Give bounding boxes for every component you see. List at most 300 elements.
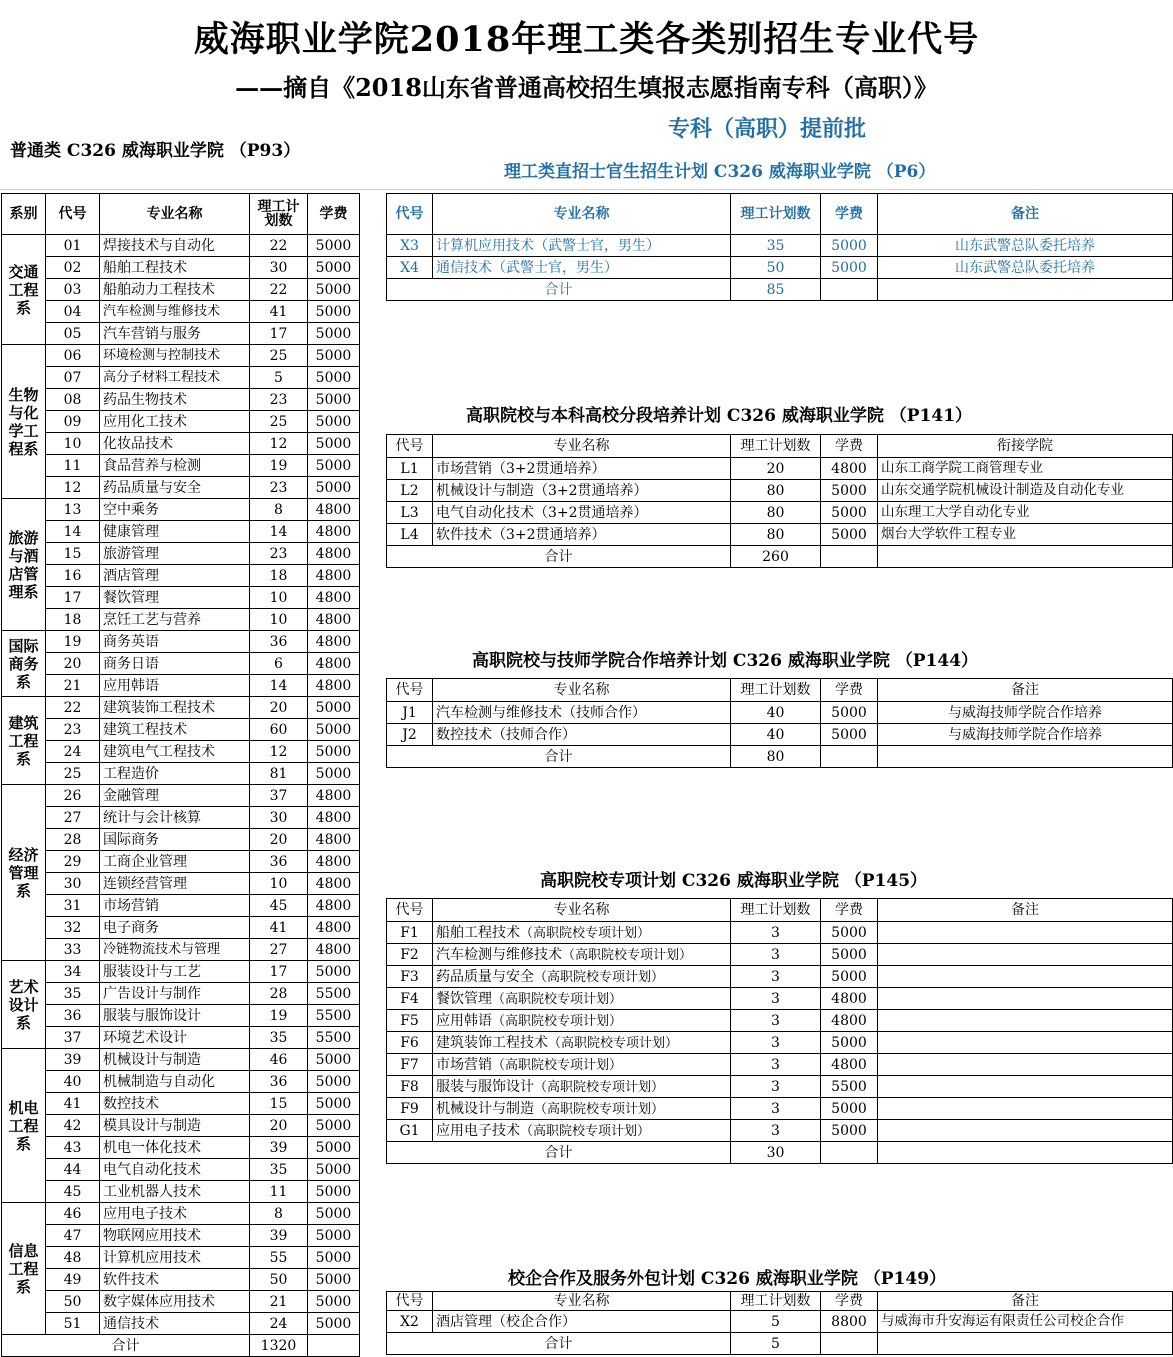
table-row	[2, 1313, 360, 1335]
table-row	[2, 323, 360, 345]
plan-cell: 24	[250, 1313, 308, 1335]
code-cell: 30	[46, 873, 100, 895]
total-row	[387, 279, 1173, 301]
technician-section-title: 高职院校与技师学院合作培养计划 C326 威海职业学院 （P144）	[472, 651, 979, 671]
total-fee-empty	[308, 1335, 360, 1357]
major-name-cell: 应用韩语	[100, 675, 250, 697]
major-name-cell: 应用化工技术	[100, 411, 250, 433]
column-header: 代号	[46, 194, 100, 235]
total-fee-empty	[821, 746, 878, 768]
note-cell	[878, 1054, 1173, 1076]
table-row	[2, 697, 360, 719]
code-cell: 17	[46, 587, 100, 609]
fee-cell: 5000	[821, 235, 878, 257]
fee-cell: 5500	[308, 983, 360, 1005]
code-cell: 12	[46, 477, 100, 499]
fee-cell: 5000	[308, 697, 360, 719]
total-note-empty	[878, 279, 1173, 301]
plan-cell: 8	[250, 499, 308, 521]
total-plan: 30	[731, 1142, 821, 1164]
code-cell: 19	[46, 631, 100, 653]
table-row	[387, 988, 1173, 1010]
table-row	[2, 983, 360, 1005]
fee-cell: 4800	[308, 829, 360, 851]
plan-cell: 50	[731, 257, 821, 279]
code-cell: F3	[387, 966, 433, 988]
column-header: 学费	[821, 194, 878, 235]
plan-cell: 27	[250, 939, 308, 961]
code-cell: 05	[46, 323, 100, 345]
major-name: 市场营销	[436, 1056, 492, 1073]
table-row	[387, 257, 1173, 279]
column-header: 备注	[878, 899, 1173, 922]
plan-cell: 15	[250, 1093, 308, 1115]
major-name-cell: 建筑电气工程技术	[100, 741, 250, 763]
bachelor-plan-table	[386, 434, 1173, 568]
fee-cell: 4800	[308, 499, 360, 521]
total-plan: 85	[731, 279, 821, 301]
special-plan-table	[386, 898, 1173, 1164]
military-plan-table	[386, 193, 1173, 301]
code-cell: L2	[387, 480, 433, 502]
table-row	[2, 1225, 360, 1247]
fee-cell: 4800	[308, 785, 360, 807]
fee-cell: 5000	[821, 480, 878, 502]
fee-cell: 5000	[308, 279, 360, 301]
plan-cell: 37	[250, 785, 308, 807]
table-row	[2, 763, 360, 785]
fee-cell: 4800	[821, 1054, 878, 1076]
fee-cell: 5000	[308, 1093, 360, 1115]
fee-cell: 5000	[308, 323, 360, 345]
code-cell: 06	[46, 345, 100, 367]
major-name-cell: 汽车检测与维修技术	[100, 301, 250, 323]
major-name-cell	[433, 988, 731, 1010]
fee-cell: 5500	[308, 1005, 360, 1027]
batch-heading: 专科（高职）提前批	[668, 116, 867, 142]
table-row	[387, 480, 1173, 502]
major-name-cell: 市场营销	[100, 895, 250, 917]
department-cell: 机电工程系	[2, 1049, 46, 1203]
column-header: 代号	[387, 435, 433, 458]
major-name-cell: 商务英语	[100, 631, 250, 653]
table-row	[2, 939, 360, 961]
fee-cell: 4800	[308, 895, 360, 917]
code-cell: J2	[387, 724, 433, 746]
plan-cell: 55	[250, 1247, 308, 1269]
fee-cell: 5500	[821, 1076, 878, 1098]
major-name-cell: 服装与服饰设计	[100, 1005, 250, 1027]
bachelor-section-title: 高职院校与本科高校分段培养计划 C326 威海职业学院 （P141）	[466, 406, 973, 426]
plan-cell: 3	[731, 1120, 821, 1142]
technician-plan-table	[386, 678, 1173, 768]
code-cell: G1	[387, 1120, 433, 1142]
major-name-cell: 机械设计与制造	[100, 1049, 250, 1071]
note-cell: 山东武警总队委托培养	[878, 235, 1173, 257]
plan-cell: 80	[731, 524, 821, 546]
fee-cell: 5000	[308, 741, 360, 763]
major-name-cell	[433, 502, 731, 524]
note-cell: 山东工商学院工商管理专业	[878, 458, 1173, 480]
table-row	[2, 433, 360, 455]
fee-cell: 5000	[308, 367, 360, 389]
table-row	[2, 1005, 360, 1027]
code-cell: 10	[46, 433, 100, 455]
department-cell: 旅游与酒店管理系	[2, 499, 46, 631]
table-row	[2, 477, 360, 499]
major-name: 机械设计与制造（3+2贯通培养）	[436, 482, 648, 499]
total-fee-empty	[821, 279, 878, 301]
fee-cell: 4800	[821, 1010, 878, 1032]
code-cell: 04	[46, 301, 100, 323]
total-plan: 5	[731, 1333, 821, 1355]
major-name-cell: 机电一体化技术	[100, 1137, 250, 1159]
plan-cell: 14	[250, 675, 308, 697]
table-row	[2, 1247, 360, 1269]
code-cell: F5	[387, 1010, 433, 1032]
major-name-cell: 旅游管理	[100, 543, 250, 565]
column-header: 理工计划数	[731, 194, 821, 235]
major-name-cell	[433, 1311, 731, 1333]
plan-cell: 23	[250, 477, 308, 499]
table-row	[2, 961, 360, 983]
fee-cell: 4800	[308, 631, 360, 653]
fee-cell: 5000	[821, 1032, 878, 1054]
code-cell: F1	[387, 922, 433, 944]
plan-cell: 17	[250, 323, 308, 345]
department-cell: 国际商务系	[2, 631, 46, 697]
plan-cell: 25	[250, 345, 308, 367]
table-header-row	[387, 679, 1173, 702]
major-name-cell: 软件技术	[100, 1269, 250, 1291]
total-plan: 1320	[250, 1335, 308, 1357]
page-title: 威海职业学院2018年理工类各类别招生专业代号	[193, 19, 980, 60]
fee-cell: 5000	[308, 411, 360, 433]
department-cell: 经济管理系	[2, 785, 46, 961]
table-row	[2, 1093, 360, 1115]
major-name-cell: 计算机应用技术	[100, 1247, 250, 1269]
table-row	[387, 524, 1173, 546]
note-cell: 山东理工大学自动化专业	[878, 502, 1173, 524]
column-header: 专业名称	[433, 1292, 731, 1311]
plan-cell: 10	[250, 609, 308, 631]
plan-cell: 23	[250, 543, 308, 565]
code-cell: F2	[387, 944, 433, 966]
fee-cell: 5000	[821, 724, 878, 746]
code-cell: 34	[46, 961, 100, 983]
page-subtitle: ——摘自《2018山东省普通高校招生填报志愿指南专科（高职）》	[235, 73, 938, 102]
code-cell: L3	[387, 502, 433, 524]
fee-cell: 4800	[821, 988, 878, 1010]
table-row	[2, 785, 360, 807]
table-row	[2, 609, 360, 631]
table-row	[2, 301, 360, 323]
sheet-gridline	[0, 189, 1173, 190]
plan-cell: 20	[731, 458, 821, 480]
plan-cell: 3	[731, 966, 821, 988]
code-cell: 01	[46, 235, 100, 257]
code-cell: X2	[387, 1311, 433, 1333]
table-row	[387, 1076, 1173, 1098]
major-name: 船舶工程技术	[436, 924, 520, 941]
fee-cell: 5000	[308, 1291, 360, 1313]
fee-cell: 5000	[308, 1269, 360, 1291]
plan-cell: 23	[250, 389, 308, 411]
table-row	[2, 719, 360, 741]
table-header-row	[387, 194, 1173, 235]
fee-cell: 4800	[308, 609, 360, 631]
column-header: 理工计划数	[731, 899, 821, 922]
major-name-cell: 应用电子技术	[100, 1203, 250, 1225]
note-cell	[878, 966, 1173, 988]
major-name: 汽车检测与维修技术	[436, 946, 562, 963]
major-name-cell: 酒店管理	[100, 565, 250, 587]
total-label: 合计	[387, 1142, 731, 1164]
major-name-cell: 服装设计与工艺	[100, 961, 250, 983]
code-cell: 51	[46, 1313, 100, 1335]
code-cell: 33	[46, 939, 100, 961]
plan-cell: 20	[250, 697, 308, 719]
plan-cell: 19	[250, 1005, 308, 1027]
table-row	[2, 1203, 360, 1225]
table-row	[387, 1311, 1173, 1333]
major-name-cell: 高分子材料工程技术	[100, 367, 250, 389]
total-label: 合计	[387, 746, 731, 768]
major-name: 机械设计与制造	[436, 1100, 534, 1117]
fee-cell: 5000	[308, 1247, 360, 1269]
note-cell	[878, 1010, 1173, 1032]
table-header-row	[387, 899, 1173, 922]
table-row	[2, 1115, 360, 1137]
table-row	[2, 653, 360, 675]
total-plan: 260	[731, 546, 821, 568]
code-cell: J1	[387, 702, 433, 724]
major-name-cell	[433, 1076, 731, 1098]
major-name: 餐饮管理	[436, 990, 492, 1007]
table-row	[2, 345, 360, 367]
major-name-cell	[433, 1054, 731, 1076]
table-header-row	[387, 1292, 1173, 1311]
plan-cell: 46	[250, 1049, 308, 1071]
table-row	[2, 235, 360, 257]
column-header: 学费	[821, 435, 878, 458]
major-name-cell: 环境检测与控制技术	[100, 345, 250, 367]
column-header: 系别	[2, 194, 46, 235]
total-label: 合计	[387, 279, 731, 301]
table-row	[2, 895, 360, 917]
total-label: 合计	[387, 1333, 731, 1355]
major-name-cell: 船舶工程技术	[100, 257, 250, 279]
column-header: 代号	[387, 1292, 433, 1311]
major-name: 数控技术（技师合作）	[436, 726, 576, 743]
table-row	[2, 1137, 360, 1159]
major-name: 酒店管理（校企合作）	[436, 1313, 576, 1330]
code-cell: 07	[46, 367, 100, 389]
department-cell: 信息工程系	[2, 1203, 46, 1335]
plan-cell: 10	[250, 873, 308, 895]
code-cell: 46	[46, 1203, 100, 1225]
fee-cell: 5000	[308, 1225, 360, 1247]
major-name-suffix: （高职院校专项计划）	[534, 1079, 665, 1095]
code-cell: 39	[46, 1049, 100, 1071]
code-cell: 18	[46, 609, 100, 631]
plan-cell: 41	[250, 301, 308, 323]
total-fee-empty	[821, 1333, 878, 1355]
table-row	[387, 1054, 1173, 1076]
major-name-cell	[433, 702, 731, 724]
table-row	[2, 1181, 360, 1203]
plan-cell: 3	[731, 1076, 821, 1098]
code-cell: X4	[387, 257, 433, 279]
plan-cell: 22	[250, 235, 308, 257]
fee-cell: 4800	[821, 458, 878, 480]
major-name: 服装与服饰设计	[436, 1078, 534, 1095]
major-name-suffix: （高职院校专项计划）	[492, 991, 623, 1007]
plan-cell: 19	[250, 455, 308, 477]
fee-cell: 5000	[308, 1049, 360, 1071]
note-cell: 山东武警总队委托培养	[878, 257, 1173, 279]
code-cell: 48	[46, 1247, 100, 1269]
fee-cell: 5000	[308, 477, 360, 499]
column-header: 代号	[387, 194, 433, 235]
major-name-cell: 模具设计与制造	[100, 1115, 250, 1137]
code-cell: 41	[46, 1093, 100, 1115]
table-row	[387, 235, 1173, 257]
fee-cell: 8800	[821, 1311, 878, 1333]
table-row	[2, 499, 360, 521]
fee-cell: 4800	[308, 873, 360, 895]
fee-cell: 4800	[308, 653, 360, 675]
major-name-cell	[433, 257, 731, 279]
major-name-cell	[433, 966, 731, 988]
major-name-cell: 汽车营销与服务	[100, 323, 250, 345]
total-row	[387, 546, 1173, 568]
column-header: 代号	[387, 679, 433, 702]
column-header: 备注	[878, 1292, 1173, 1311]
code-cell: 31	[46, 895, 100, 917]
plan-cell: 35	[250, 1027, 308, 1049]
fee-cell: 5000	[308, 763, 360, 785]
plan-cell: 3	[731, 1032, 821, 1054]
code-cell: F6	[387, 1032, 433, 1054]
table-row	[2, 587, 360, 609]
fee-cell: 5000	[821, 944, 878, 966]
code-cell: 23	[46, 719, 100, 741]
code-cell: 11	[46, 455, 100, 477]
code-cell: 09	[46, 411, 100, 433]
table-row	[2, 1071, 360, 1093]
plan-cell: 30	[250, 257, 308, 279]
major-name-cell: 统计与会计核算	[100, 807, 250, 829]
column-header: 专业名称	[100, 194, 250, 235]
fee-cell: 5000	[308, 235, 360, 257]
table-row	[387, 702, 1173, 724]
plan-cell: 22	[250, 279, 308, 301]
major-name: 市场营销（3+2贯通培养）	[436, 460, 606, 477]
table-row	[2, 1027, 360, 1049]
code-cell: 36	[46, 1005, 100, 1027]
major-name-suffix: （高职院校专项计划）	[534, 1101, 665, 1117]
total-row	[387, 1333, 1173, 1355]
table-row	[2, 455, 360, 477]
plan-cell: 6	[250, 653, 308, 675]
plan-cell: 35	[250, 1159, 308, 1181]
fee-cell: 5000	[308, 961, 360, 983]
total-note-empty	[878, 1142, 1173, 1164]
table-row	[2, 279, 360, 301]
major-name-cell: 药品生物技术	[100, 389, 250, 411]
plan-cell: 39	[250, 1225, 308, 1247]
note-cell	[878, 1098, 1173, 1120]
table-row	[387, 966, 1173, 988]
plan-cell: 3	[731, 922, 821, 944]
fee-cell: 5500	[308, 1027, 360, 1049]
code-cell: 21	[46, 675, 100, 697]
column-header: 备注	[878, 679, 1173, 702]
code-cell: 49	[46, 1269, 100, 1291]
plan-cell: 40	[731, 702, 821, 724]
major-name-suffix: （高职院校专项计划）	[562, 947, 693, 963]
major-name-cell: 物联网应用技术	[100, 1225, 250, 1247]
column-header: 理工计划数	[731, 1292, 821, 1311]
major-name-cell: 电子商务	[100, 917, 250, 939]
plan-cell: 45	[250, 895, 308, 917]
fee-cell: 5000	[308, 1159, 360, 1181]
major-name: 应用韩语	[436, 1012, 492, 1029]
table-row	[2, 1291, 360, 1313]
code-cell: L4	[387, 524, 433, 546]
major-name-cell: 药品质量与安全	[100, 477, 250, 499]
total-plan: 80	[731, 746, 821, 768]
major-name: 建筑装饰工程技术	[436, 1034, 548, 1051]
enterprise-plan-table	[386, 1291, 1173, 1355]
major-name-suffix: （高职院校专项计划）	[520, 925, 651, 941]
table-row	[2, 1159, 360, 1181]
note-cell	[878, 1120, 1173, 1142]
code-cell: F8	[387, 1076, 433, 1098]
table-row	[2, 1049, 360, 1071]
plan-cell: 36	[250, 851, 308, 873]
special-section-title: 高职院校专项计划 C326 威海职业学院 （P145）	[540, 871, 928, 891]
major-name-cell	[433, 458, 731, 480]
code-cell: 28	[46, 829, 100, 851]
major-name: 通信技术（武警士官，男生）	[436, 259, 618, 276]
column-header: 专业名称	[433, 194, 731, 235]
table-row	[2, 807, 360, 829]
plan-cell: 5	[250, 367, 308, 389]
table-row	[2, 829, 360, 851]
major-name-cell: 健康管理	[100, 521, 250, 543]
code-cell: 47	[46, 1225, 100, 1247]
major-name-cell: 空中乘务	[100, 499, 250, 521]
major-name-cell	[433, 922, 731, 944]
code-cell: 13	[46, 499, 100, 521]
table-row	[2, 257, 360, 279]
code-cell: 43	[46, 1137, 100, 1159]
major-name-cell: 冷链物流技术与管理	[100, 939, 250, 961]
fee-cell: 5000	[308, 1181, 360, 1203]
plan-cell: 18	[250, 565, 308, 587]
table-row	[387, 922, 1173, 944]
major-name-suffix: （高职院校专项计划）	[548, 1035, 679, 1051]
fee-cell: 5000	[308, 1115, 360, 1137]
major-name-cell: 工程造价	[100, 763, 250, 785]
table-row	[387, 1032, 1173, 1054]
fee-cell: 4800	[308, 939, 360, 961]
major-name-suffix: （高职院校专项计划）	[492, 1057, 623, 1073]
major-name-cell: 机械制造与自动化	[100, 1071, 250, 1093]
code-cell: 29	[46, 851, 100, 873]
